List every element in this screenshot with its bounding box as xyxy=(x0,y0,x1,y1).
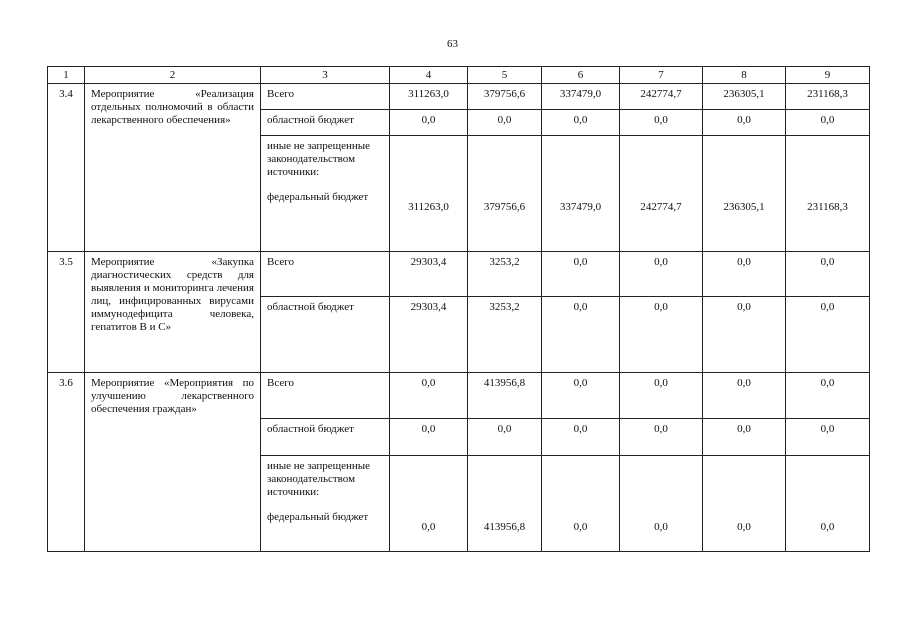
value-cell: 413956,8 xyxy=(468,456,542,552)
value-cell: 337479,0 xyxy=(542,136,620,252)
column-header: 6 xyxy=(542,67,620,84)
value-cell: 0,0 xyxy=(703,456,786,552)
header-row xyxy=(48,67,870,84)
value-cell: 0,0 xyxy=(620,252,703,297)
funding-source: областной бюджет xyxy=(261,419,390,456)
column-header: 4 xyxy=(390,67,468,84)
value-cell: 0,0 xyxy=(542,110,620,136)
funding-source-cell xyxy=(261,456,390,552)
value-cell: 0,0 xyxy=(542,252,620,297)
funding-source: федеральный бюджет xyxy=(267,191,369,203)
value-cell: 0,0 xyxy=(786,110,870,136)
funding-source: Всего xyxy=(261,84,390,110)
value-cell: 0,0 xyxy=(703,373,786,419)
value-cell: 0,0 xyxy=(786,419,870,456)
column-header: 5 xyxy=(468,67,542,84)
value-cell: 311263,0 xyxy=(390,136,468,252)
funding-source: Всего xyxy=(261,252,390,297)
funding-source-header: иные не запрещенные законодательством источники: xyxy=(267,140,371,178)
budget-table xyxy=(47,66,870,552)
value-cell: 0,0 xyxy=(703,297,786,373)
item-name: Мероприятие «Закупка диагностических средств для выявления и мониторинга лечения лиц, инфицированных вирусами иммунодефицита человека, гепатитов В и С» xyxy=(85,252,261,373)
value-cell: 413956,8 xyxy=(468,373,542,419)
funding-source: Всего xyxy=(261,373,390,419)
value-cell: 379756,6 xyxy=(468,84,542,110)
value-cell: 0,0 xyxy=(542,297,620,373)
column-header: 1 xyxy=(48,67,85,84)
column-header: 7 xyxy=(620,67,703,84)
value-cell: 0,0 xyxy=(703,419,786,456)
funding-source-cell xyxy=(261,136,390,252)
value-cell: 0,0 xyxy=(703,252,786,297)
item-name: Мероприятие «Мероприятия по улучшению лекарственного обеспечения граждан» xyxy=(85,373,261,552)
value-cell: 0,0 xyxy=(390,419,468,456)
funding-source-header: иные не запрещенные законодательством источники: xyxy=(267,460,371,498)
value-cell: 0,0 xyxy=(468,419,542,456)
value-cell: 0,0 xyxy=(620,373,703,419)
value-cell: 236305,1 xyxy=(703,84,786,110)
value-cell: 0,0 xyxy=(786,456,870,552)
funding-source: федеральный бюджет xyxy=(267,511,369,523)
value-cell: 311263,0 xyxy=(390,84,468,110)
table-row xyxy=(48,373,870,419)
value-cell: 0,0 xyxy=(390,110,468,136)
column-header: 2 xyxy=(85,67,261,84)
value-cell: 242774,7 xyxy=(620,136,703,252)
table-row xyxy=(48,252,870,297)
value-cell: 0,0 xyxy=(620,456,703,552)
value-cell: 0,0 xyxy=(390,373,468,419)
value-cell: 242774,7 xyxy=(620,84,703,110)
value-cell: 0,0 xyxy=(703,110,786,136)
value-cell: 0,0 xyxy=(390,456,468,552)
column-header: 8 xyxy=(703,67,786,84)
column-header: 9 xyxy=(786,67,870,84)
value-cell: 0,0 xyxy=(542,456,620,552)
value-cell: 0,0 xyxy=(786,252,870,297)
value-cell: 337479,0 xyxy=(542,84,620,110)
value-cell: 0,0 xyxy=(786,297,870,373)
value-cell: 231168,3 xyxy=(786,84,870,110)
funding-source: областной бюджет xyxy=(261,297,390,373)
column-header: 3 xyxy=(261,67,390,84)
page-number: 63 xyxy=(447,38,458,50)
value-cell: 29303,4 xyxy=(390,252,468,297)
value-cell: 236305,1 xyxy=(703,136,786,252)
value-cell: 379756,6 xyxy=(468,136,542,252)
value-cell: 0,0 xyxy=(620,110,703,136)
value-cell: 3253,2 xyxy=(468,297,542,373)
value-cell: 29303,4 xyxy=(390,297,468,373)
value-cell: 0,0 xyxy=(620,297,703,373)
item-number: 3.6 xyxy=(48,373,85,552)
value-cell: 0,0 xyxy=(542,419,620,456)
funding-source: областной бюджет xyxy=(261,110,390,136)
value-cell: 3253,2 xyxy=(468,252,542,297)
value-cell: 231168,3 xyxy=(786,136,870,252)
item-number: 3.5 xyxy=(48,252,85,373)
value-cell: 0,0 xyxy=(542,373,620,419)
value-cell: 0,0 xyxy=(786,373,870,419)
value-cell: 0,0 xyxy=(620,419,703,456)
table-row xyxy=(48,84,870,110)
value-cell: 0,0 xyxy=(468,110,542,136)
item-number: 3.4 xyxy=(48,84,85,252)
item-name: Мероприятие «Реализация отдельных полномочий в области лекарственного обеспечения» xyxy=(85,84,261,252)
